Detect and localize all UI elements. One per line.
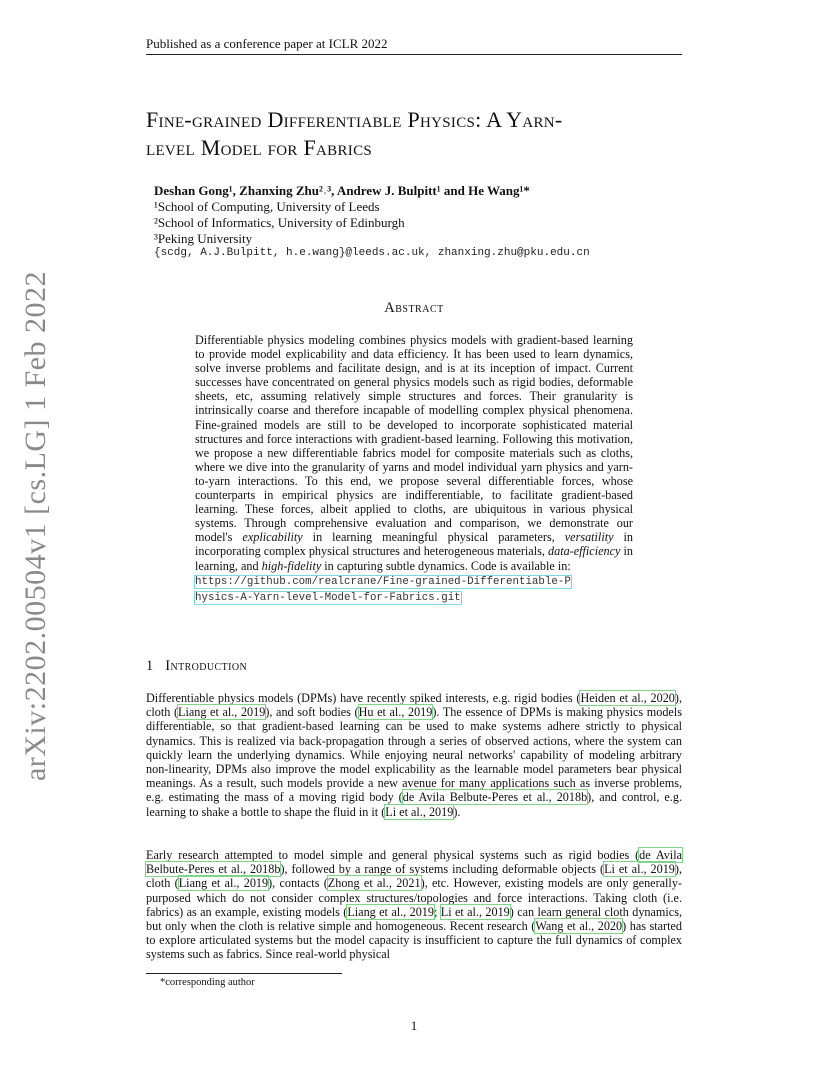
citation-link[interactable]: Li et al., 2019 bbox=[604, 862, 675, 877]
title-line-2: level Model for Fabrics bbox=[146, 135, 373, 160]
body-text: ) has started to explore articulated systems but the model capacity is insufficient to capture the full dynamics of complex systems such as fabrics. Since real-world physical bbox=[146, 919, 682, 962]
section-number: 1 bbox=[146, 658, 154, 674]
affiliation-1: ¹School of Computing, University of Leeds bbox=[154, 199, 380, 214]
body-text: ), followed by a range of systems including deformable objects ( bbox=[280, 862, 605, 877]
body-text: ). bbox=[453, 804, 461, 819]
abstract-text: in learning meaningful physical parameters, bbox=[302, 530, 565, 545]
paper-title bbox=[146, 106, 706, 162]
code-url-link[interactable]: hysics-A-Yarn-level-Model-for-Fabrics.git bbox=[195, 591, 461, 604]
abstract-text: Differentiable physics modeling combines physics models with gradient-based learning to provide model explicability and data efficiency. It has been used to learn dynamics, solve inverse problems and facilitate design, and is at its inception of impact. Current successes have concentrated on general physics models such as rigid bodies, deformable sheets, etc, assuming relatively simple structures and forces. Their granularity is intrinsically coarse and therefore incapable of modelling complex physical phenomena. Fine-grained models are still to be developed to incorporate sophisticated material structures and force interactions with gradient-based learning. Following this motivation, we propose a new differentiable fabrics model for composite materials such as cloths, where we dive into the granularity of yarns and model individual yarn physics and yarn-to-yarn interactions. To this end, we propose several differentiable forces, whose counterparts in empirical physics are indifferentiable, to facilitate gradient-based learning. These forces, albeit applied to cloths, are ubiquitous in various physical systems. Through comprehensive evaluation and comparison, we demonstrate our model's bbox=[195, 333, 633, 545]
footnote: *corresponding author bbox=[160, 977, 255, 988]
abstract-emphasis: high-fidelity bbox=[261, 558, 322, 573]
intro-paragraph-1 bbox=[146, 691, 682, 819]
footnote-rule bbox=[146, 973, 342, 974]
body-text: Differentiable physics models (DPMs) have recently spiked interests, e.g. rigid bodies ( bbox=[146, 691, 581, 705]
citation-link[interactable]: Zhong et al., 2021 bbox=[327, 876, 421, 891]
citation-link[interactable]: de Avila Belbute-Peres et al., 2018b bbox=[146, 848, 682, 877]
abstract-body bbox=[195, 333, 633, 605]
citation-link[interactable]: Li et al., 2019 bbox=[440, 904, 510, 919]
affiliation-3: ³Peking University bbox=[154, 231, 253, 246]
author-list: Deshan Gong¹, Zhanxing Zhu²˒³, Andrew J. Bulpitt¹ and He Wang¹* bbox=[154, 183, 530, 198]
author-emails: {scdg, A.J.Bulpitt, h.e.wang}@leeds.ac.uk, zhanxing.zhu@pku.edu.cn bbox=[154, 247, 590, 259]
abstract-heading: Abstract bbox=[384, 300, 444, 316]
citation-link[interactable]: Liang et al., 2019 bbox=[178, 876, 269, 891]
citation-link[interactable]: Wang et al., 2020 bbox=[535, 919, 623, 934]
abstract-emphasis: data-efficiency bbox=[548, 544, 621, 559]
body-text: ), etc. However, existing models are only generally-purposed which do not consider complex structures/topologies and force interactions. Taking cloth (i.e. fabrics) as an example, existing models ( bbox=[146, 876, 682, 919]
abstract-emphasis: versatility bbox=[564, 530, 614, 545]
arxiv-sidebar bbox=[8, 270, 64, 782]
arxiv-identifier: arXiv:2202.00504v1 [cs.LG] 1 Feb 2022 bbox=[19, 270, 52, 782]
citation-link[interactable]: Hu et al., 2019 bbox=[358, 705, 433, 720]
citation-link[interactable]: Heiden et al., 2020 bbox=[580, 691, 675, 705]
running-header: Published as a conference paper at ICLR 2022 bbox=[146, 36, 388, 51]
section-title: Introduction bbox=[165, 658, 248, 674]
body-text: ), and control, e.g. learning to shake a bottle to shape the fluid in it ( bbox=[146, 790, 682, 819]
citation-link[interactable]: Liang et al., 2019 bbox=[178, 705, 266, 720]
abstract-emphasis: explicability bbox=[242, 530, 303, 545]
body-text: ; bbox=[433, 904, 441, 919]
abstract-text: in incorporating complex physical structures and heterogeneous materials, bbox=[195, 530, 634, 559]
body-text: ) can learn general cloth dynamics, but only when the cloth is relative simple and homogeneous. Recent research ( bbox=[146, 904, 682, 934]
citation-link[interactable]: de Avila Belbute-Peres et al., 2018b bbox=[402, 790, 588, 805]
abstract-text: in capturing subtle dynamics. Code is available in: bbox=[321, 558, 571, 573]
title-line-1: Fine-grained Differentiable Physics: A Yarn- bbox=[146, 107, 563, 132]
code-url-link[interactable]: https://github.com/realcrane/Fine-grained-Differentiable-P bbox=[195, 575, 571, 588]
page-number: 1 bbox=[410, 1018, 418, 1033]
body-text: ), contacts ( bbox=[268, 876, 328, 891]
body-text: ). The essence of DPMs is making physics models differentiable, so that gradient-based learning can be used to make systems adhere strictly to physical dynamics. This is realized via back-propagation through a series of observed actions, where the system can quickly learn the underlying dynamics. While enjoying neural networks' capability of modeling arbitrary non-linearity, DPMs also improve the model explicability as the learnable model parameters bear physical meanings. As a result, such models provide a new avenue for many applications such as inverse problems, e.g. estimating the mass of a moving rigid body ( bbox=[146, 705, 682, 805]
intro-paragraph-2 bbox=[146, 848, 682, 962]
affiliation-2: ²School of Informatics, University of Edinburgh bbox=[154, 215, 405, 230]
abstract-text: in learning, and bbox=[195, 544, 633, 573]
body-text: Early research attempted to model simple and general physical systems such as rigid bodies ( bbox=[146, 848, 640, 862]
body-text: ), cloth ( bbox=[146, 691, 682, 720]
body-text: ), and soft bodies ( bbox=[265, 705, 359, 720]
header-rule bbox=[146, 54, 682, 55]
citation-link[interactable]: Liang et al., 2019 bbox=[347, 904, 434, 919]
body-text: ), cloth ( bbox=[146, 862, 683, 891]
section-heading bbox=[146, 658, 247, 675]
citation-link[interactable]: Li et al., 2019 bbox=[385, 804, 454, 819]
